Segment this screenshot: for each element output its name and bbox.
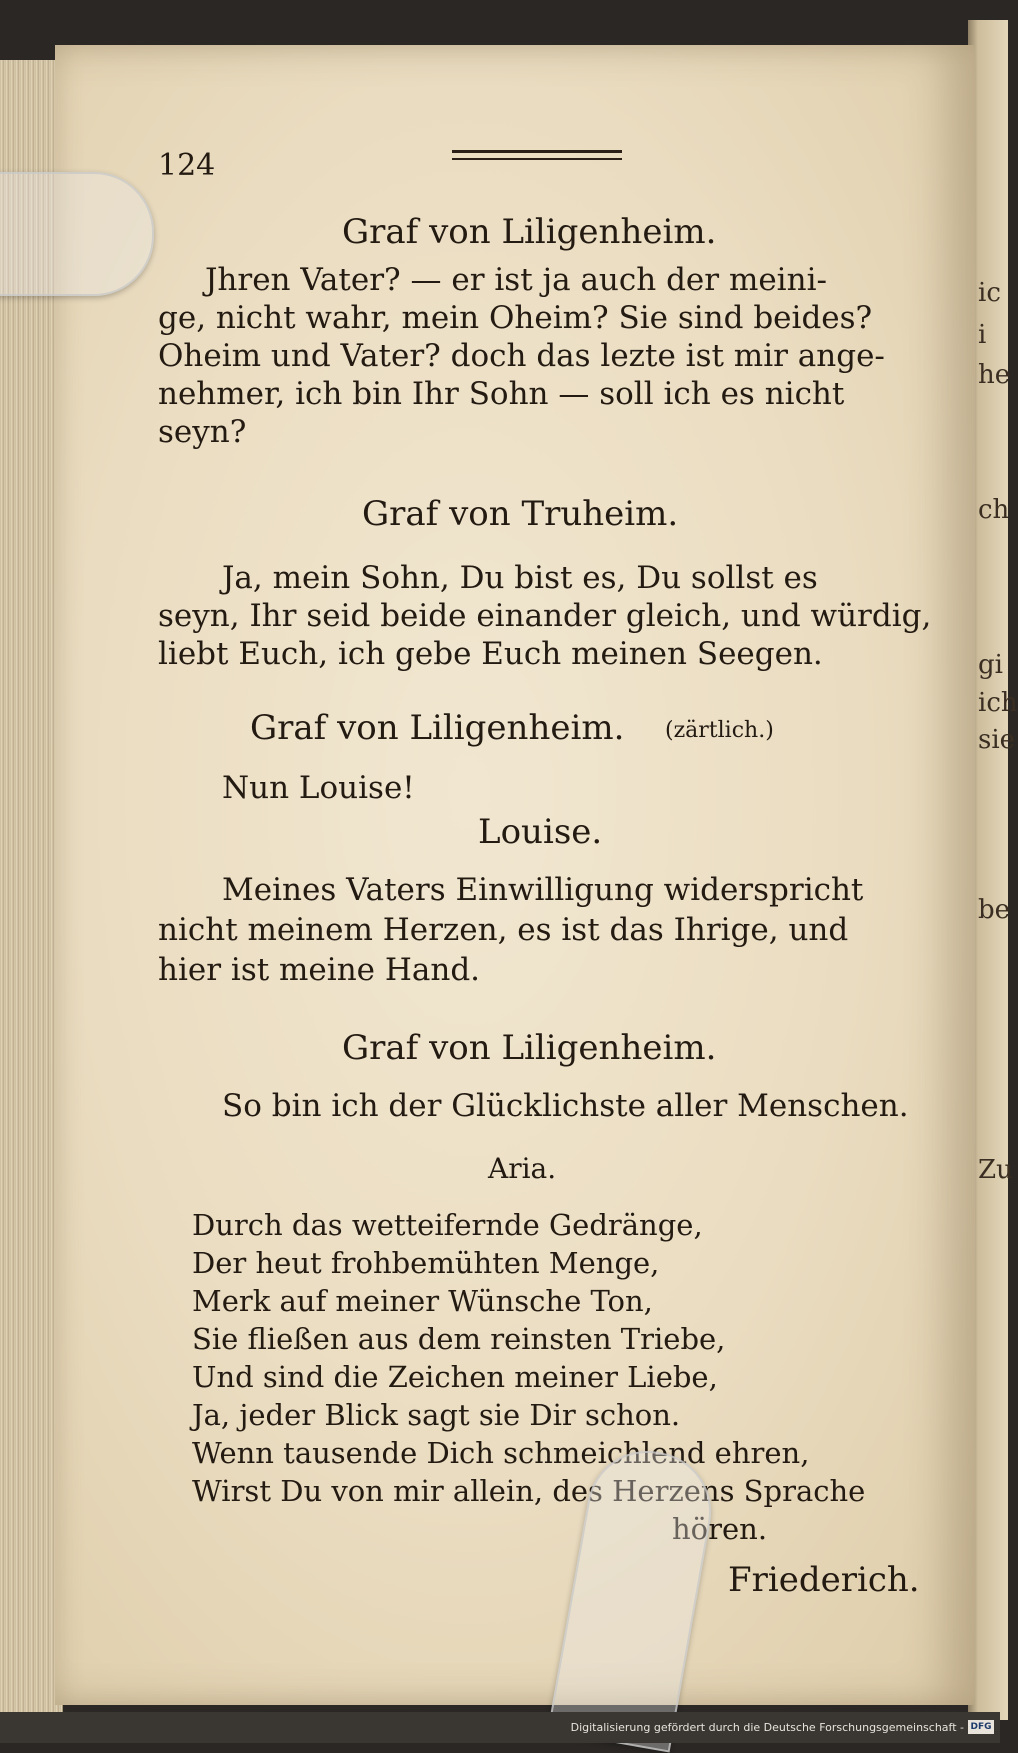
text-line: So bin ich der Glücklichste aller Menschen. [222,1088,909,1124]
text-line: nicht meinem Herzen, es ist das Ihrige, und [158,912,849,948]
text-line: Ja, mein Sohn, Du bist es, Du sollst es [222,560,818,596]
text-line: seyn? [158,414,247,450]
verse-line: Wenn tausende Dich schmeichlend ehren, [192,1436,810,1470]
text-line: Nun Louise! [222,770,415,806]
facing-page-fragment: he [978,360,1011,390]
speaker-heading: Louise. [478,812,603,852]
verse-line-overflow: hören. [672,1512,768,1546]
facing-page-fragment: i [978,320,987,350]
text-line: Oheim und Vater? doch das lezte ist mir ange- [158,338,885,374]
aria-title: Aria. [488,1152,557,1185]
stage-direction: (zärtlich.) [665,718,774,743]
verse-line: Der heut frohbemühten Menge, [192,1246,660,1280]
signature-name: Friederich. [728,1560,920,1600]
verse-line: Wirst Du von mir allein, des Herzens Sprache [192,1474,866,1508]
text-line: ge, nicht wahr, mein Oheim? Sie sind beides? [158,300,873,336]
speaker-heading: Graf von Liligenheim. [342,1028,717,1068]
verse-line: Merk auf meiner Wünsche Ton, [192,1284,653,1318]
speaker-heading: Graf von Liligenheim. [342,212,717,252]
facing-page-fragment: be [978,895,1011,925]
speaker-heading: Graf von Truheim. [362,494,679,534]
facing-page-fragment: ch [978,495,1010,525]
facing-page-fragment: ich [978,688,1018,718]
scanner-clip [0,172,154,296]
text-line: nehmer, ich bin Ihr Sohn — soll ich es nicht [158,376,845,412]
text-line: seyn, Ihr seid beide einander gleich, und würdig, [158,598,932,634]
facing-page-fragment: sie [978,725,1016,755]
verse-line: Sie fließen aus dem reinsten Triebe, [192,1322,726,1356]
dfg-logo: DFG [968,1720,994,1734]
text-line: Meines Vaters Einwilligung widerspricht [222,872,864,908]
verse-line: Ja, jeder Blick sagt sie Dir schon. [192,1398,681,1432]
facing-page-fragment: gi [978,650,1003,680]
page-stack-edges [0,60,63,1720]
facing-page-fragment: Zu [978,1155,1013,1185]
verse-line: Durch das wetteifernde Gedränge, [192,1208,703,1242]
verse-line: Und sind die Zeichen meiner Liebe, [192,1360,718,1394]
text-line: liebt Euch, ich gebe Euch meinen Seegen. [158,636,823,672]
text-line: Jhren Vater? — er ist ja auch der meini- [205,262,827,298]
text-line: hier ist meine Hand. [158,952,481,988]
header-rule [452,150,622,153]
speaker-heading: Graf von Liligenheim. [250,708,625,748]
facing-page-fragment: ic [978,278,1001,308]
page-number: 124 [158,148,216,183]
digitization-credit: Digitalisierung gefördert durch die Deutsche Forschungsgemeinschaft - [570,1721,964,1734]
